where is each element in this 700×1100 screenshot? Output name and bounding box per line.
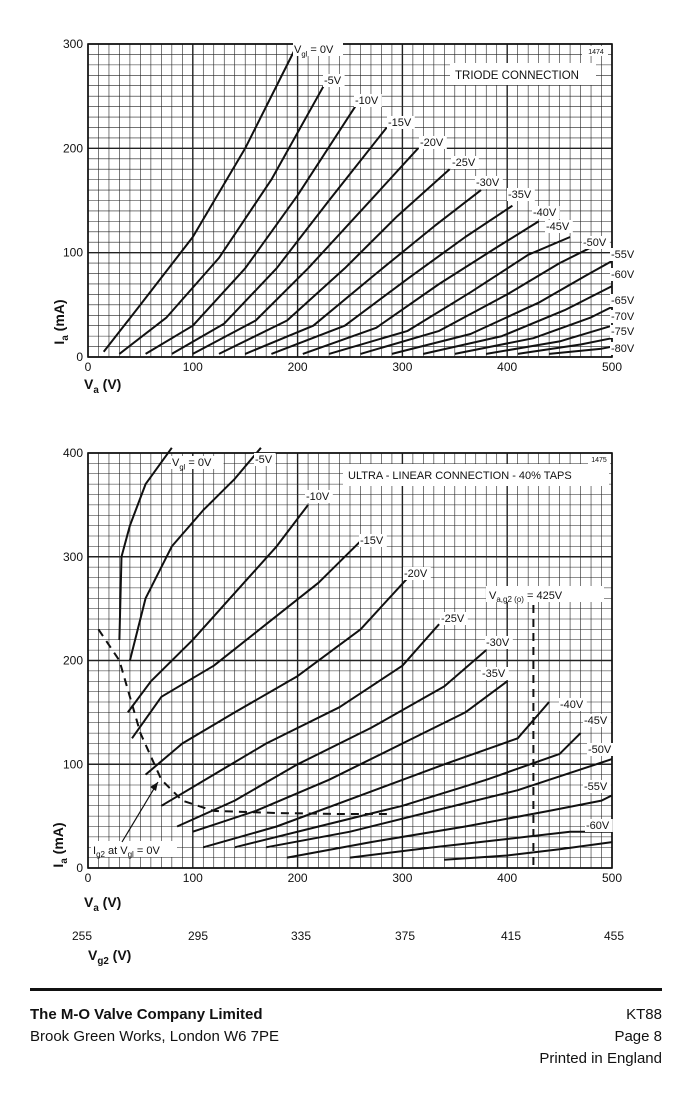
x2-tick-label: 455 (603, 929, 625, 943)
x-tick-label: 200 (287, 360, 308, 374)
curve-label: -60V (611, 269, 635, 281)
footer-left (30, 1004, 279, 1048)
curve-label: -65V (611, 295, 635, 307)
part-number: KT88 (626, 1006, 662, 1023)
curve-label: -75V (611, 326, 635, 338)
curve-label: -20V (404, 568, 428, 580)
curve-label: -80V (611, 343, 635, 355)
x-tick-label: 0 (84, 360, 92, 374)
ig2-arrow (122, 782, 158, 842)
curve-label: -50V (583, 237, 607, 249)
curve-label: -35V (482, 668, 506, 680)
curve-label: -10V (355, 95, 379, 107)
ig2-label: $I_{g2}$ at $V_{gl} = 0V$ (93, 845, 160, 859)
curve-label: -70V (611, 311, 635, 323)
series-line (172, 128, 387, 354)
triode-chart (51, 37, 638, 396)
y-axis-label: $I_a$ (mA) (51, 299, 72, 345)
series-line (104, 44, 298, 352)
curve-label: -25V (441, 613, 465, 625)
x2-tick-label: 415 (500, 929, 522, 943)
y-tick-label: 100 (62, 245, 83, 260)
x-tick-label: 400 (497, 360, 518, 374)
x-axis-label: $V_a$ (V) (84, 894, 122, 915)
curve-label: -45V (546, 221, 570, 233)
printed-note: Printed in England (539, 1050, 662, 1067)
y-tick-label: 100 (62, 757, 83, 772)
x-tick-label: 300 (392, 360, 413, 374)
series-line (350, 832, 612, 858)
x2-tick-label: 295 (187, 929, 209, 943)
y-tick-label: 400 (62, 446, 83, 460)
series-line (119, 448, 171, 640)
curve-label: -25V (452, 157, 476, 169)
curve-label: -45V (584, 715, 608, 727)
curve-label: -15V (388, 117, 412, 129)
company-name: The M-O Valve Company Limited (30, 1006, 263, 1023)
series-line (266, 759, 612, 847)
x-tick-label: 500 (601, 360, 623, 374)
chart-title: TRIODE CONNECTION (455, 70, 579, 82)
series-line (177, 650, 486, 826)
curve-label: -55V (584, 781, 608, 793)
chart-id: 1475 (591, 457, 607, 464)
x2-axis-label: $V_{g2}$ (V) (88, 947, 132, 968)
curve-label: -30V (476, 177, 500, 189)
x-tick-label: 200 (287, 871, 308, 885)
curve-label: -5V (255, 454, 273, 466)
y-tick-label: 0 (76, 350, 83, 364)
y-axis-label: $I_a$ (mA) (50, 822, 71, 868)
ig2-arrow-head (150, 782, 158, 791)
x-tick-label: 0 (84, 871, 92, 885)
series-line (303, 221, 539, 354)
y-tick-label: 200 (62, 653, 83, 668)
y-tick-label: 300 (62, 37, 83, 51)
x-tick-label: 100 (182, 871, 203, 885)
x-axis-label: $V_a$ (V) (84, 376, 122, 397)
curve-label: -55V (611, 249, 635, 261)
y-tick-label: 0 (76, 861, 83, 875)
curve-label: -40V (560, 699, 584, 711)
curve-label: $V_{gl} = 0V$ (294, 44, 334, 59)
marker-label: $V_{a,g2 (o)} = 425V$ (489, 590, 563, 604)
curve-label: -50V (588, 744, 612, 756)
x2-tick-label: 375 (394, 929, 416, 943)
curve-label: -60V (586, 820, 610, 832)
x-tick-label: 300 (392, 871, 413, 885)
ultra-linear-chart (50, 446, 624, 967)
series-line (245, 190, 481, 354)
curve-label: -15V (360, 535, 384, 547)
curve-label: $V_{gl} = 0V$ (172, 457, 212, 472)
x2-tick-label: 255 (71, 929, 93, 943)
footer-rule (30, 988, 662, 991)
curve-label: -10V (306, 491, 330, 503)
series-line (361, 242, 602, 354)
series-line (392, 261, 612, 354)
footer-right (539, 1004, 662, 1070)
x2-tick-label: 335 (290, 929, 312, 943)
curve-label: -30V (486, 637, 510, 649)
series-line (235, 733, 581, 847)
y-tick-label: 200 (62, 141, 83, 156)
x-tick-label: 100 (182, 360, 203, 374)
series-line (146, 572, 413, 774)
curve-label: -5V (324, 75, 342, 87)
x-tick-label: 500 (601, 871, 623, 885)
x-tick-label: 400 (497, 871, 518, 885)
curve-label: -40V (533, 207, 557, 219)
y-tick-label: 300 (62, 549, 83, 564)
series-line (119, 86, 323, 354)
curve-label: -35V (508, 189, 532, 201)
curve-label: -20V (420, 137, 444, 149)
company-address: Brook Green Works, London W6 7PE (30, 1028, 280, 1045)
page-number: Page 8 (614, 1028, 662, 1045)
chart-id: 1474 (588, 49, 604, 56)
chart-title: ULTRA - LINEAR CONNECTION - 40% TAPS (348, 470, 572, 482)
